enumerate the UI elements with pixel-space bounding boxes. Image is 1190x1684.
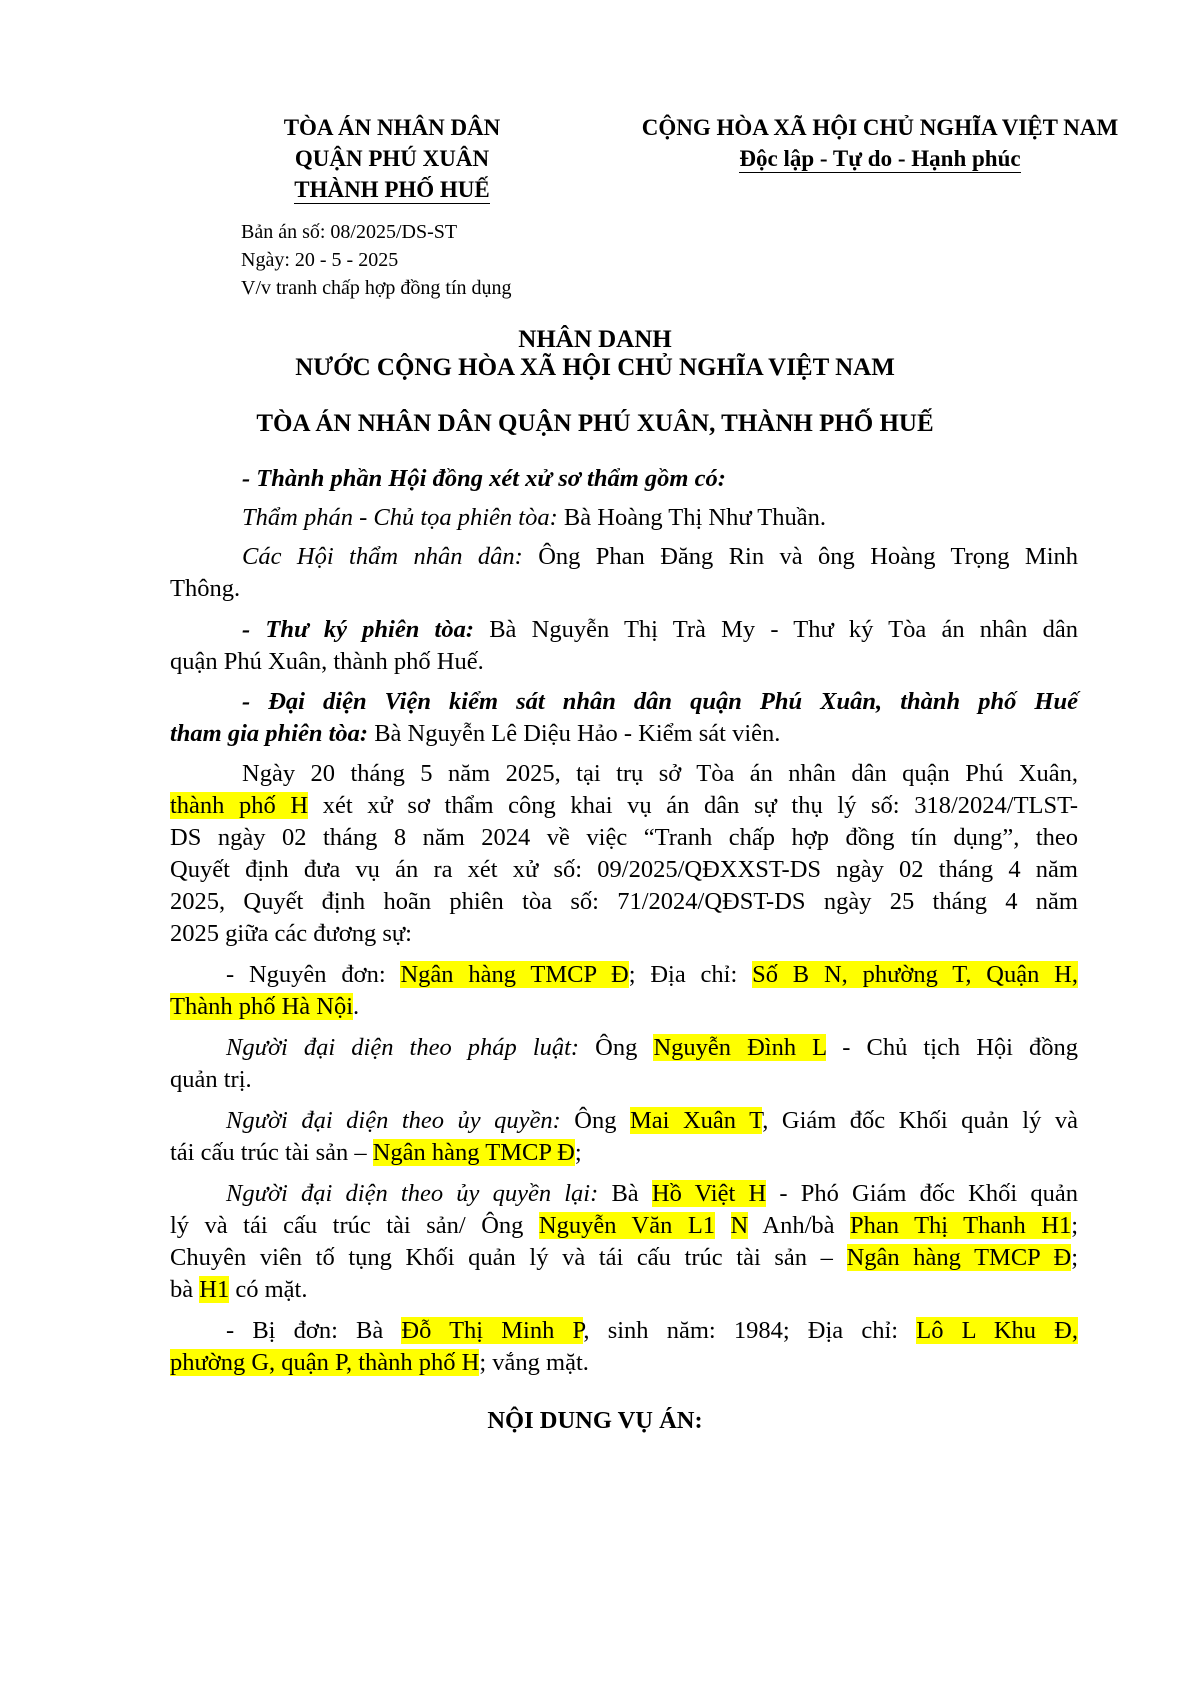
case-number: Bản án số: 08/2025/DS-ST	[241, 221, 458, 243]
national-motto: Độc lập - Tự do - Hạnh phúc	[739, 146, 1021, 171]
defendant-address: Lô L Khu Đ,	[916, 1317, 1078, 1344]
procuracy-line: - Đại diện Viện kiểm sát nhân dân quận Phú Xuân, thành phố Huế	[242, 688, 1078, 715]
legal-rep-name: Nguyễn Đình L	[653, 1034, 827, 1061]
defendant-line: - Bị đơn: Bà Đỗ Thị Minh P, sinh năm: 1984; Địa chỉ: Lô L Khu Đ,	[226, 1317, 1078, 1344]
republic-name: CỘNG HÒA XÃ HỘI CHỦ NGHĨA VIỆT NAM	[641, 115, 1119, 140]
trial-line-2: thành phố H xét xử sơ thẩm công khai vụ án dân sự thụ lý số: 318/2024/TLST-	[170, 792, 1079, 819]
case-content-heading: NỘI DUNG VỤ ÁN:	[487, 1407, 703, 1434]
nation-title: NƯỚC CỘNG HÒA XÃ HỘI CHỦ NGHĨA VIỆT NAM	[295, 354, 895, 381]
sub-rep-line-3: Chuyên viên tố tụng Khối quản lý và tái cấu trúc tài sản – Ngân hàng TMCP Đ;	[170, 1244, 1079, 1271]
judge-line: Thẩm phán - Chủ tọa phiên tòa: Bà Hoàng Thị Như Thuần.	[242, 504, 827, 531]
defendant-name: Đỗ Thị Minh P	[401, 1317, 584, 1344]
trial-line-1: Ngày 20 tháng 5 năm 2025, tại trụ sở Tòa án nhân dân quận Phú Xuân,	[242, 760, 1078, 787]
plaintiff-line-2: Thành phố Hà Nội.	[170, 993, 360, 1020]
legal-rep-line: Người đại diện theo pháp luật: Ông Nguyễn Đình L - Chủ tịch Hội đồng	[226, 1034, 1079, 1061]
plaintiff-name: Ngân hàng TMCP Đ	[400, 961, 629, 988]
auth-rep-line-2: tái cấu trúc tài sản – Ngân hàng TMCP Đ;	[170, 1139, 582, 1166]
sub-rep-name-2: Nguyễn Văn L1	[538, 1212, 716, 1239]
assessors-line-2: Thông.	[170, 575, 241, 602]
in-name-title: NHÂN DANH	[518, 326, 672, 353]
auth-rep-name: Mai Xuân T	[630, 1107, 763, 1134]
plaintiff-address: Số B N, phường T, Quận H,	[752, 961, 1078, 988]
court-title: TÒA ÁN NHÂN DÂN QUẬN PHÚ XUÂN, THÀNH PHỐ HUẾ	[256, 410, 934, 437]
court-line-3: THÀNH PHỐ HUẾ	[294, 177, 490, 202]
sub-rep-line: Người đại diện theo ủy quyền lại: Bà Hồ Việt H - Phó Giám đốc Khối quản	[226, 1180, 1078, 1207]
plaintiff-line: - Nguyên đơn: Ngân hàng TMCP Đ; Địa chỉ: Số B N, phường T, Quận H,	[226, 961, 1078, 988]
highlighted-city: thành phố H	[170, 792, 309, 819]
trial-line-4: Quyết định đưa vụ án ra xét xử số: 09/2025/QĐXXST-DS ngày 02 tháng 4 năm	[170, 856, 1078, 883]
sub-rep-name-4: H1	[199, 1276, 230, 1303]
legal-rep-line-2: quản trị.	[170, 1066, 252, 1093]
panel-heading: - Thành phần Hội đồng xét xử sơ thẩm gồm có:	[242, 465, 726, 492]
case-subject: V/v tranh chấp hợp đồng tín dụng	[241, 277, 512, 299]
trial-line-5: 2025, Quyết định hoãn phiên tòa số: 71/2024/QĐST-DS ngày 25 tháng 4 năm	[170, 888, 1078, 915]
sub-rep-line-4: bà H1 có mặt.	[170, 1276, 308, 1303]
case-date: Ngày: 20 - 5 - 2025	[241, 249, 399, 271]
case-meta	[241, 218, 512, 302]
clerk-line: - Thư ký phiên tòa: Bà Nguyễn Thị Trà My - Thư ký Tòa án nhân dân	[242, 616, 1079, 643]
sub-rep-name-1: Hồ Việt H	[651, 1180, 767, 1207]
sub-rep-line-2: lý và tái cấu trúc tài sản/ Ông Nguyễn Văn L1 N Anh/bà Phan Thị Thanh H1;	[170, 1212, 1079, 1239]
assessors-line: Các Hội thẩm nhân dân: Ông Phan Đăng Rin và ông Hoàng Trọng Minh	[242, 543, 1079, 570]
court-line-1: TÒA ÁN NHÂN DÂN	[283, 115, 501, 140]
procuracy-line-2: tham gia phiên tòa: Bà Nguyễn Lê Diệu Hảo - Kiểm sát viên.	[170, 720, 781, 747]
clerk-line-2: quận Phú Xuân, thành phố Huế.	[170, 648, 484, 675]
auth-rep-line: Người đại diện theo ủy quyền: Ông Mai Xuân T, Giám đốc Khối quản lý và	[226, 1107, 1078, 1134]
trial-line-6: 2025 giữa các đương sự:	[170, 920, 412, 947]
republic-header	[600, 112, 1160, 174]
court-line-2: QUẬN PHÚ XUÂN	[294, 146, 490, 171]
trial-line-3: DS ngày 02 tháng 8 năm 2024 về việc “Tranh chấp hợp đồng tín dụng”, theo	[170, 824, 1078, 851]
defendant-line-2: phường G, quận P, thành phố H; vắng mặt.	[170, 1349, 589, 1376]
court-header	[232, 112, 552, 205]
sub-rep-name-3: Phan Thị Thanh H1	[850, 1212, 1072, 1239]
